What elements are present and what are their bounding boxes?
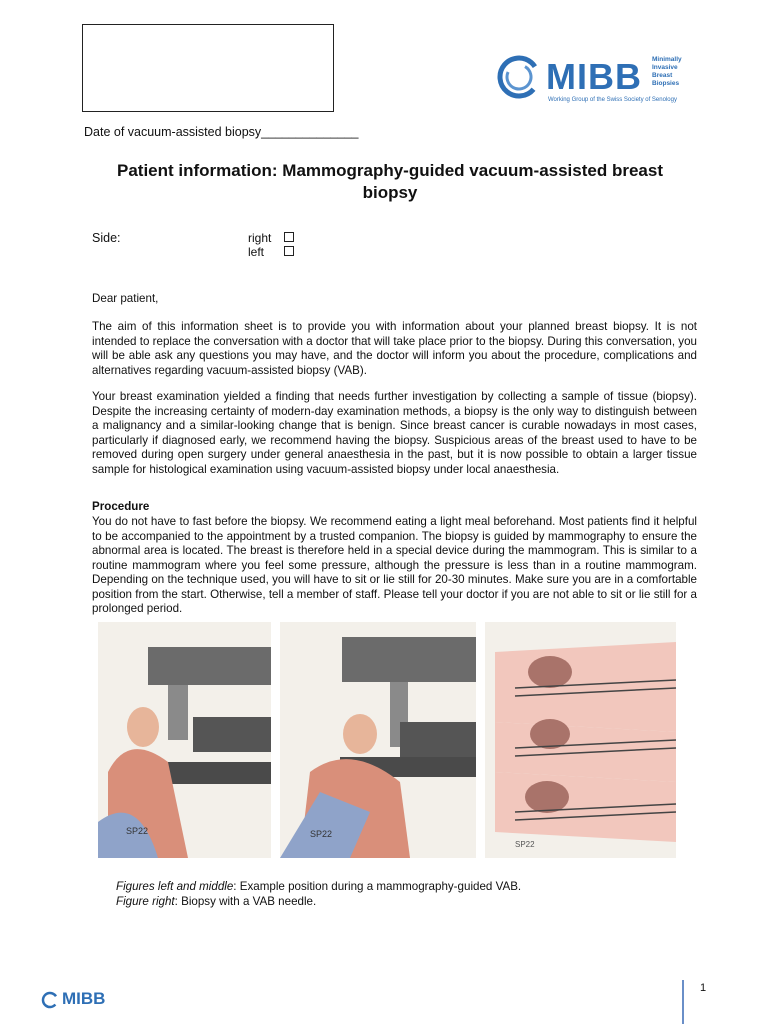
biopsy-date-line: Date of vacuum-assisted biopsy______________ [84, 125, 359, 139]
patient-label-box [82, 24, 334, 112]
page-number: 1 [700, 982, 707, 994]
footer-divider [682, 980, 684, 1024]
figure-left-sitting-position [98, 622, 271, 858]
caption-line1-emphasis: Figures left and middle [116, 880, 234, 893]
side-left-checkbox[interactable] [284, 246, 294, 256]
mibb-logo-ring-icon [494, 52, 544, 102]
finding-paragraph: Your breast examination yielded a finding that needs further investigation by collecting a sample of tissue (biopsy). Despite the increasing certainty of modern-day examination methods, a biopsy is the only way to distinguish between a malignancy and a similar-looking change that is benign. Since breast cancer is curable nowadays in most cases, particularly if diagnosed early, we recommend having the biopsy. Suspicious areas of the breast used to have to be removed during open surgery under general anaesthesia in the past, but it is now possible to obtain a larger tissue sample for histological examination using vacuum-assisted biopsy under local anaesthesia. [92, 390, 697, 476]
intro-paragraph: The aim of this information sheet is to provide you with information about your planned breast biopsy. It is not intended to replace the conversation with a doctor that will take place prior to the biopsy. During this conversation, you will be able ask any questions you may have, and the doctor will inform you about the procedure, complications and alternatives regarding vacuum-assisted biopsy (VAB). [92, 320, 697, 377]
footer-logo [40, 989, 140, 1013]
caption-line1-text: : Example position during a mammography-guided VAB. [233, 880, 522, 893]
figure-middle-signature: SP22 [310, 829, 333, 839]
caption-line2-text: : Biopsy with a VAB needle. [174, 895, 317, 908]
figure-left-signature: SP22 [126, 826, 149, 836]
mibb-logo [494, 52, 694, 108]
footer-logo-ring-icon [40, 990, 60, 1010]
figure-right-vab-needle [485, 622, 676, 858]
side-label: Side: [92, 231, 121, 245]
logo-subtitle: Minimally Invasive Breast Biopsies [652, 56, 682, 87]
logo-wordmark: MIBB [546, 56, 642, 97]
figure-right-signature: SP22 [515, 840, 535, 849]
page-title: Patient information: Mammography-guided vacuum-assisted breast biopsy [117, 161, 663, 202]
side-right-checkbox[interactable] [284, 232, 294, 242]
logo-tagline: Working Group of the Swiss Society of Senology [548, 97, 677, 103]
greeting: Dear patient, [92, 292, 159, 305]
footer-logo-wordmark: MIBB [62, 989, 106, 1008]
figure-middle-lying-position [280, 622, 476, 858]
caption-line2-emphasis: Figure right [116, 895, 175, 908]
side-option-left-label: left [248, 245, 265, 259]
procedure-heading: Procedure [92, 500, 150, 513]
procedure-paragraph: You do not have to fast before the biopsy. We recommend eating a light meal beforehand. Most patients find it helpful to be accompanied to the appointment by a trusted companion. The biopsy is guided by mammography to ensure the abnormal area is located. The breast is therefore held in a special device during the mammogram. This is similar to a routine mammogram where you feel some pressure, although the pressure is less than in a routine mammogram. Depending on the technique used, you will have to sit or lie still for 20-30 minutes. Make sure you are in a comfortable position from the start. Otherwise, tell a member of staff. Please tell your doctor if you are not able to sit or lie still for a prolonged period. [92, 515, 697, 615]
side-option-right-label: right [248, 231, 272, 245]
figure-caption [116, 879, 521, 909]
